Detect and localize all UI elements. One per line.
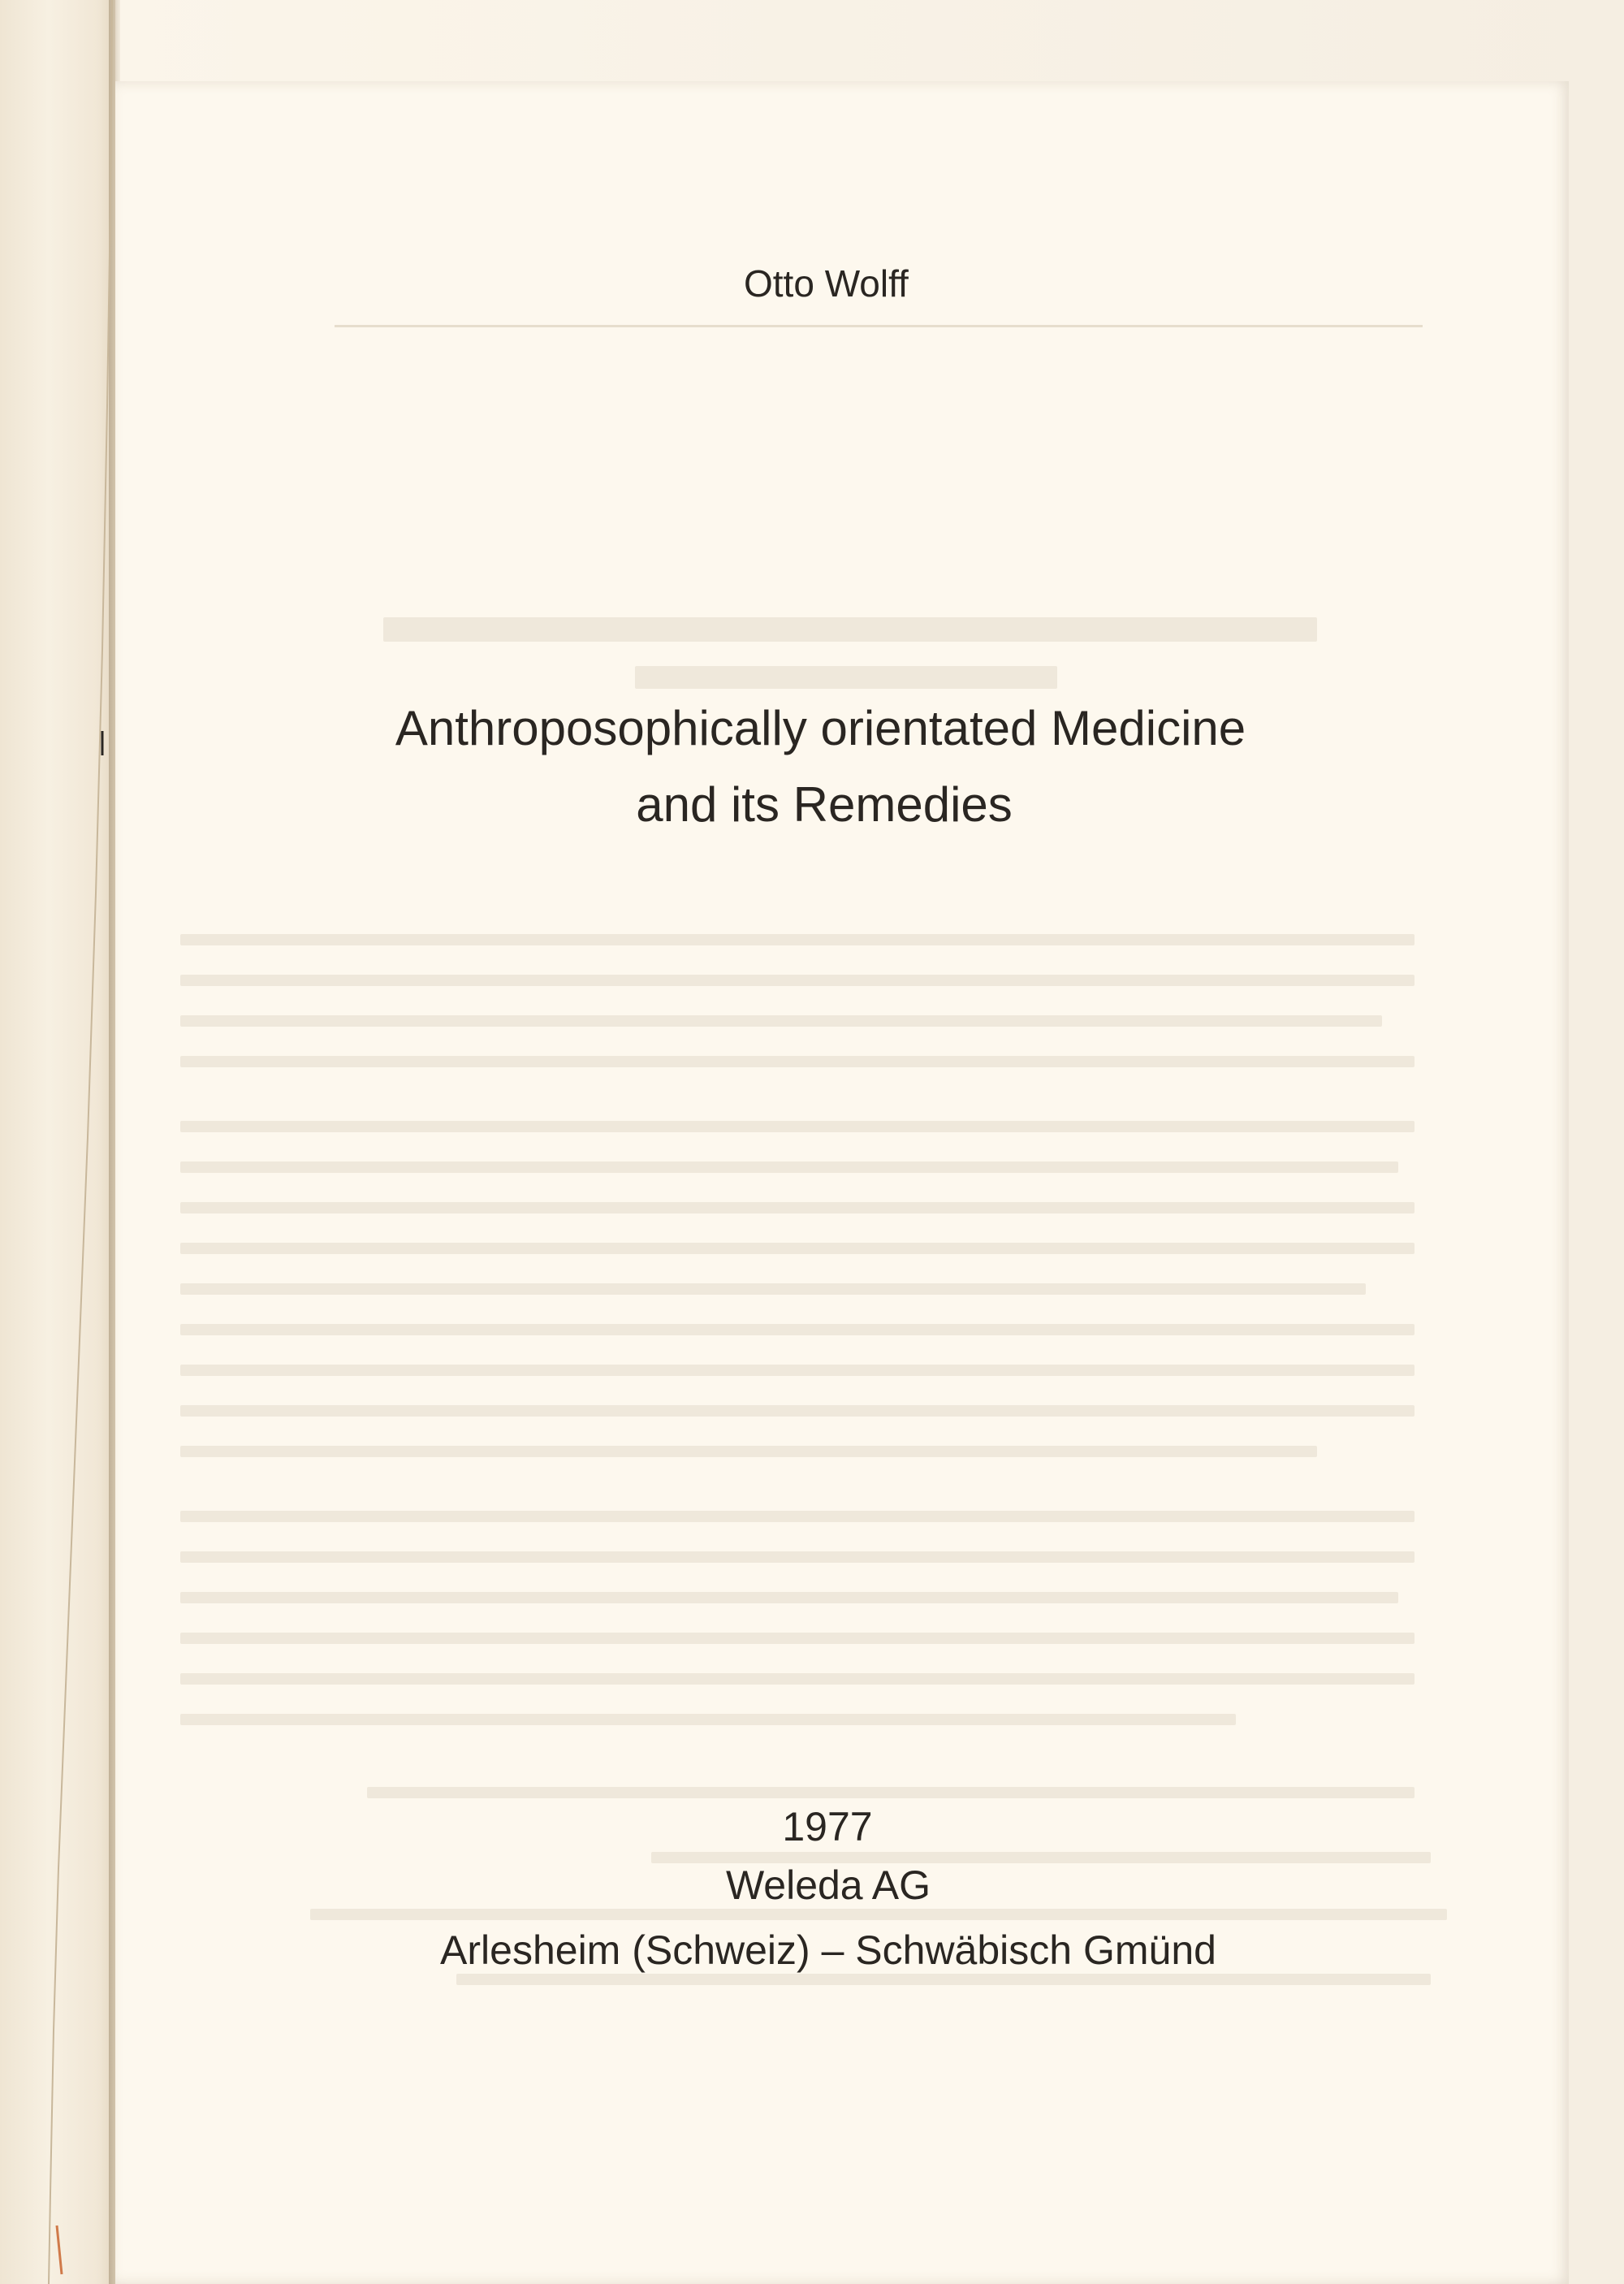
author-name: Otto Wolff	[744, 262, 909, 305]
book-title-line-2: and its Remedies	[636, 777, 1013, 832]
publication-place: Arlesheim (Schweiz) – Schwäbisch Gmünd	[440, 1927, 1216, 1973]
show-through-text	[180, 1714, 1236, 1725]
show-through-text	[180, 1161, 1398, 1173]
show-through-text	[180, 1365, 1415, 1376]
show-through-text	[635, 666, 1057, 689]
publication-year: 1977	[782, 1804, 873, 1849]
show-through-text	[367, 1787, 1415, 1798]
show-through-text	[383, 617, 1317, 642]
show-through-text	[180, 1283, 1366, 1295]
show-through-text	[180, 1121, 1415, 1132]
show-through-text	[310, 1909, 1447, 1920]
show-through-text	[180, 1324, 1415, 1335]
show-through-text	[180, 975, 1415, 986]
show-through-text	[180, 1243, 1415, 1254]
show-through-text	[180, 1592, 1398, 1603]
show-through-text	[180, 934, 1415, 945]
show-through-text	[180, 1056, 1415, 1067]
facing-page	[0, 0, 115, 2284]
show-through-text	[180, 1202, 1415, 1213]
show-through-text	[180, 1015, 1382, 1027]
show-through-text	[180, 1673, 1415, 1685]
show-through-text	[180, 1511, 1415, 1522]
publisher-name: Weleda AG	[725, 1862, 931, 1908]
book-title-line-1: Anthroposophically orientated Medicine	[395, 701, 1246, 755]
show-through-text	[180, 1446, 1317, 1457]
show-through-rule	[335, 325, 1423, 327]
show-through-text	[180, 1633, 1415, 1644]
show-through-text	[456, 1974, 1431, 1985]
show-through-text	[180, 1405, 1415, 1417]
show-through-text	[180, 1551, 1415, 1563]
